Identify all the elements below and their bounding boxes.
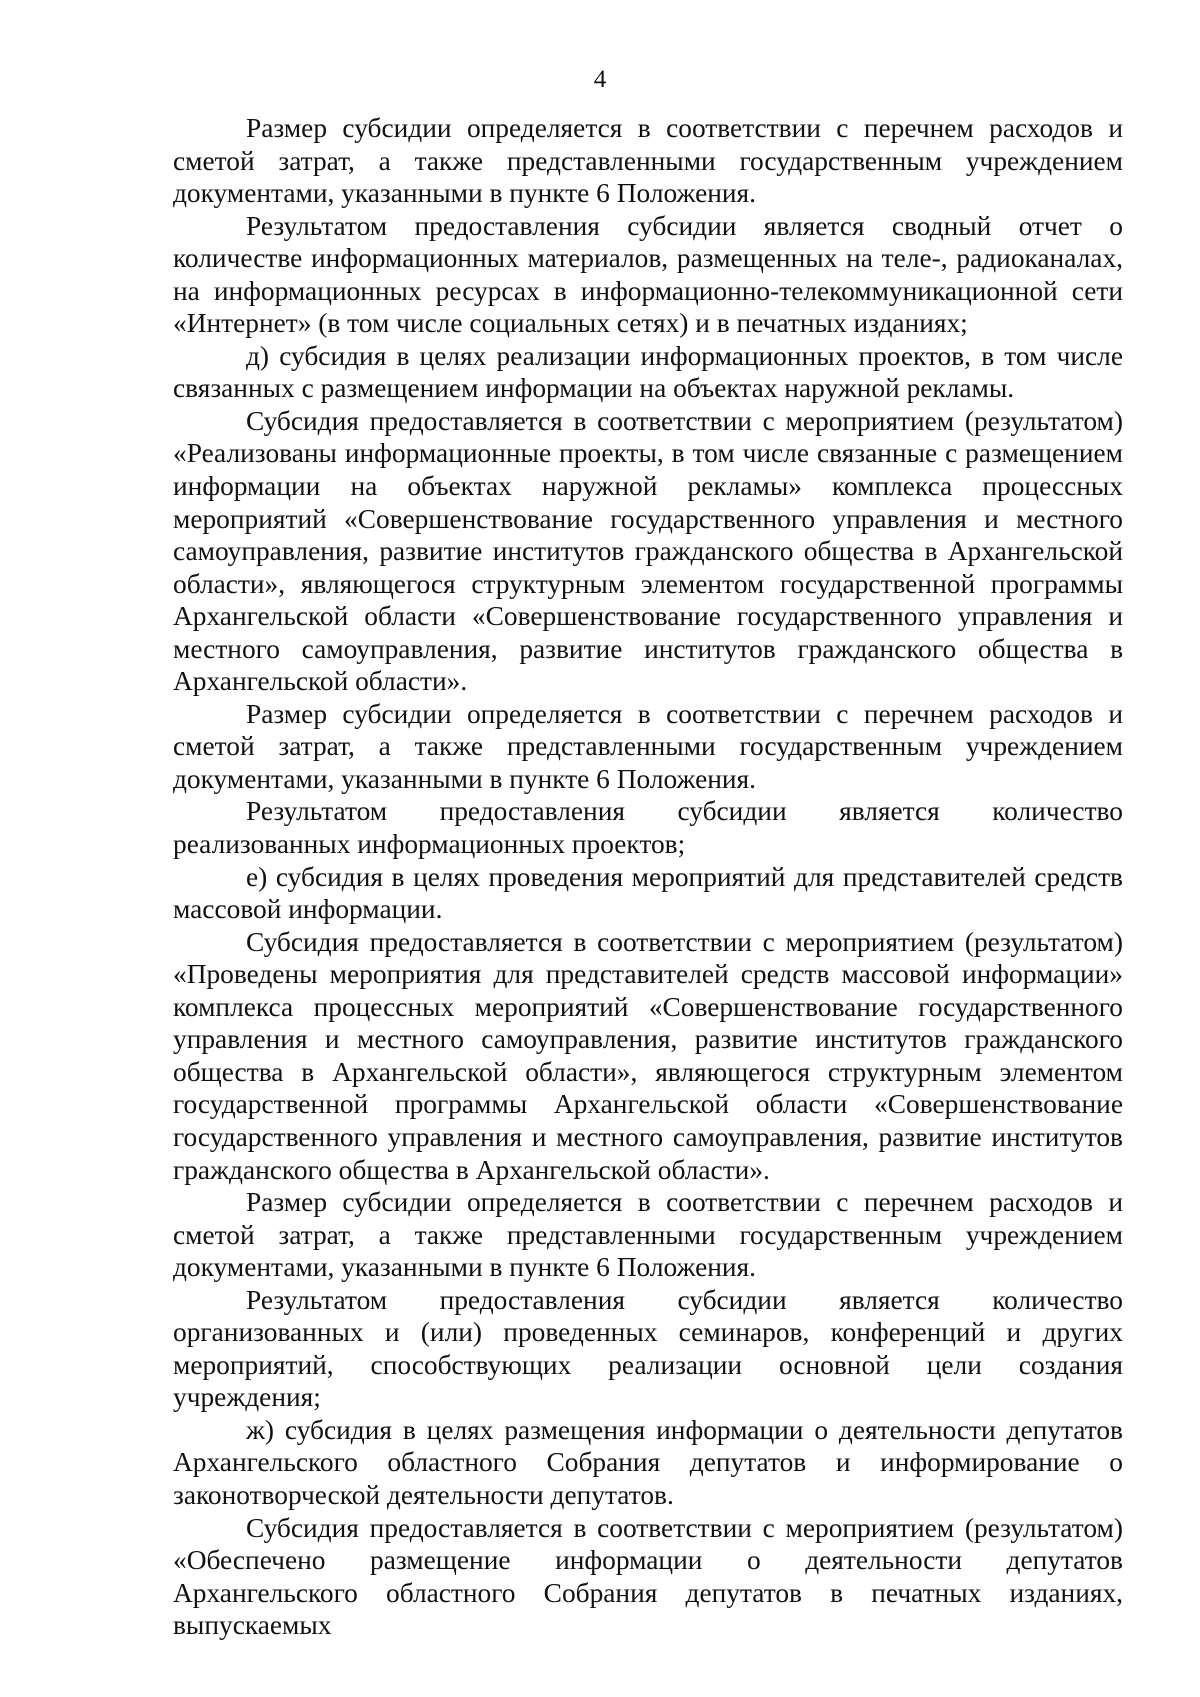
paragraph: д) субсидия в целях реализации информационных проектов, в том числе связанных с размещением информации на объектах наружной рекламы. xyxy=(173,340,1123,404)
paragraph: Субсидия предоставляется в соответствии с мероприятием (результатом) «Проведены мероприятия для представителей средств массовой информации» комплекса процессных мероприятий «Совершенствование государственного управления и местного самоуправления, развитие институтов гражданского общества в Архангельской области», являющегося структурным элементом государственной программы Архангельской области «Совершенствование государственного управления и местного самоуправления, развитие институтов гражданского общества в Архангельской области». xyxy=(173,926,1123,1185)
paragraph: Субсидия предоставляется в соответствии с мероприятием (результатом) «Обеспечено размещение информации о деятельности депутатов Архангельского областного Собрания депутатов в печатных изданиях, выпускаемых xyxy=(173,1512,1123,1641)
paragraph: ж) субсидия в целях размещения информации о деятельности депутатов Архангельского областного Собрания депутатов и информирование о законотворческой деятельности депутатов. xyxy=(173,1414,1123,1510)
paragraph: Субсидия предоставляется в соответствии с мероприятием (результатом) «Реализованы информационные проекты, в том числе связанные с размещением информации на объектах наружной рекламы» комплекса процессных мероприятий «Совершенствование государственного управления и местного самоуправления, развитие институтов гражданского общества в Архангельской области», являющегося структурным элементом государственной программы Архангельской области «Совершенствование государственного управления и местного самоуправления, развитие институтов гражданского общества в Архангельской области». xyxy=(173,405,1123,697)
paragraph: Размер субсидии определяется в соответствии с перечнем расходов и сметой затрат, а также представленными государственным учреждением документами, указанными в пункте 6 Положения. xyxy=(173,1187,1123,1283)
paragraph: Размер субсидии определяется в соответствии с перечнем расходов и сметой затрат, а также представленными государственным учреждением документами, указанными в пункте 6 Положения. xyxy=(173,113,1123,209)
paragraph: Результатом предоставления субсидии является сводный отчет о количестве информационных материалов, размещенных на теле-, радиоканалах, на информационных ресурсах в информационно-телекоммуникационной сети «Интернет» (в том числе социальных сетях) и в печатных изданиях; xyxy=(173,210,1123,339)
paragraph: е) субсидия в целях проведения мероприятий для представителей средств массовой информации. xyxy=(173,861,1123,925)
paragraph: Результатом предоставления субсидии является количество реализованных информационных проектов; xyxy=(173,796,1123,860)
paragraph: Результатом предоставления субсидии является количество организованных и (или) проведенных семинаров, конференций и других мероприятий, способствующих реализации основной цели создания учреждения; xyxy=(173,1284,1123,1413)
page-number: 4 xyxy=(593,66,607,93)
paragraph: Размер субсидии определяется в соответствии с перечнем расходов и сметой затрат, а также представленными государственным учреждением документами, указанными в пункте 6 Положения. xyxy=(173,698,1123,794)
document-body xyxy=(173,112,1123,1642)
